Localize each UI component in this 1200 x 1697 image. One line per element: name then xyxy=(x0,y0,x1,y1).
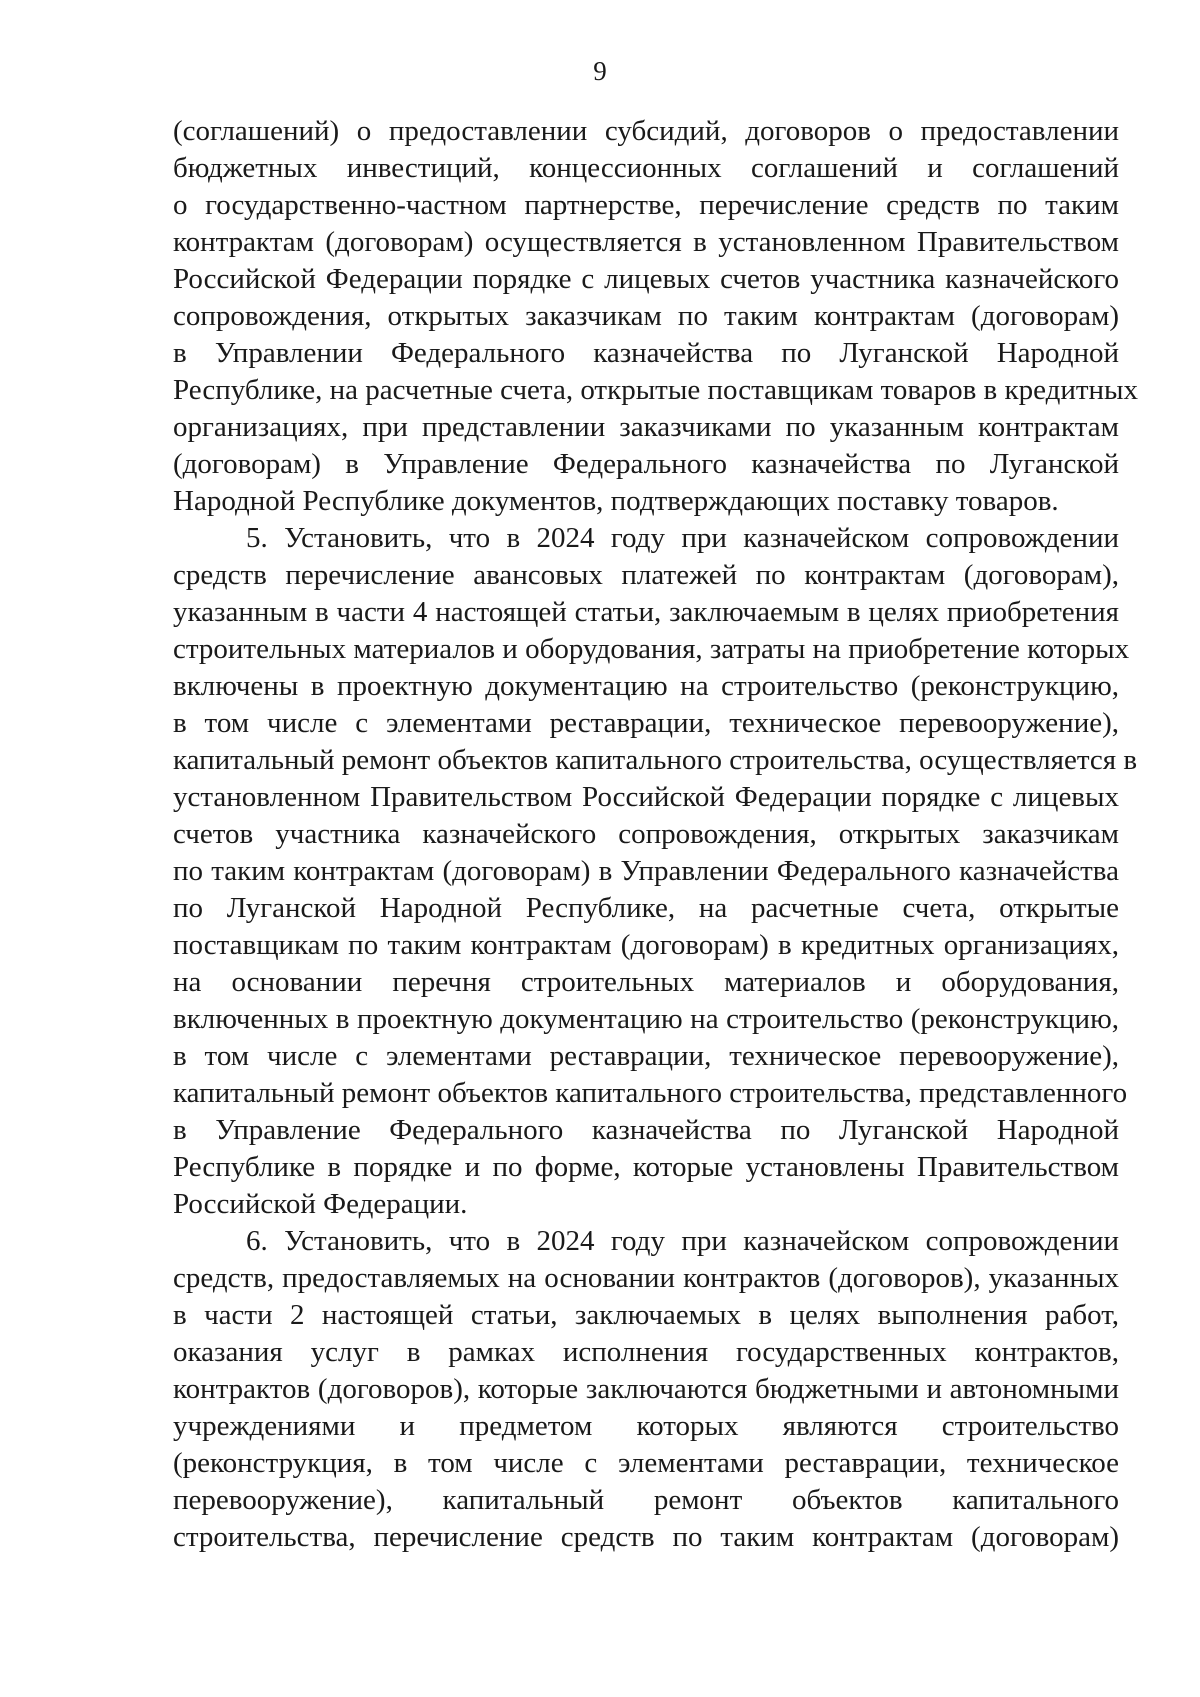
text-line: строительства, перечисление средств по таким контрактам (договорам) xyxy=(173,1521,1119,1553)
text-line: включены в проектную документацию на строительство (реконструкцию, xyxy=(173,670,1119,702)
text-line: (договорам) в Управление Федерального казначейства по Луганской xyxy=(173,448,1119,480)
document-body xyxy=(173,113,1139,1556)
text-line: контрактов (договоров), которые заключаются бюджетными и автономными xyxy=(173,1373,1119,1405)
text-line: счетов участника казначейского сопровождения, открытых заказчикам xyxy=(173,818,1119,850)
text-line: строительных материалов и оборудования, затраты на приобретение которых xyxy=(173,633,1130,665)
text-line: установленном Правительством Российской Федерации порядке с лицевых xyxy=(173,781,1119,813)
text-line: капитальный ремонт объектов капитального строительства, представленного xyxy=(173,1077,1128,1109)
text-line: (реконструкция, в том числе с элементами реставрации, техническое xyxy=(173,1447,1119,1479)
text-line: в Управление Федерального казначейства по Луганской Народной xyxy=(173,1114,1119,1146)
text-line: (соглашений) о предоставлении субсидий, договоров о предоставлении xyxy=(173,115,1119,147)
text-line: в Управлении Федерального казначейства по Луганской Народной xyxy=(173,337,1119,369)
text-line: средств перечисление авансовых платежей по контрактам (договорам), xyxy=(173,559,1119,591)
text-line: оказания услуг в рамках исполнения государственных контрактов, xyxy=(173,1336,1119,1368)
text-line: в том числе с элементами реставрации, техническое перевооружение), xyxy=(173,707,1119,739)
text-line: на основании перечня строительных материалов и оборудования, xyxy=(173,966,1119,998)
text-line: Республике, на расчетные счета, открытые поставщикам товаров в кредитных xyxy=(173,374,1139,406)
text-line: по Луганской Народной Республике, на расчетные счета, открытые xyxy=(173,892,1119,924)
text-line: в части 2 настоящей статьи, заключаемых в целях выполнения работ, xyxy=(173,1299,1119,1331)
text-line: средств, предоставляемых на основании контрактов (договоров), указанных xyxy=(173,1262,1119,1294)
text-line: Республике в порядке и по форме, которые установлены Правительством xyxy=(173,1151,1119,1183)
text-line: в том числе с элементами реставрации, техническое перевооружение), xyxy=(173,1040,1119,1072)
text-line: учреждениями и предметом которых являются строительство xyxy=(173,1410,1119,1442)
page-number: 9 xyxy=(593,56,607,86)
text-line: Народной Республике документов, подтверждающих поставку товаров. xyxy=(173,485,1059,517)
text-line: по таким контрактам (договорам) в Управлении Федерального казначейства xyxy=(173,855,1119,887)
paragraph-5-first-line: 5. Установить, что в 2024 году при казначейском сопровождении xyxy=(246,522,1119,554)
text-line: Российской Федерации порядке с лицевых счетов участника казначейского xyxy=(173,263,1119,295)
text-line: сопровождения, открытых заказчикам по таким контрактам (договорам) xyxy=(173,300,1119,332)
text-line: организациях, при представлении заказчиками по указанным контрактам xyxy=(173,411,1119,443)
text-line: поставщикам по таким контрактам (договорам) в кредитных организациях, xyxy=(173,929,1119,961)
text-line: о государственно-частном партнерстве, перечисление средств по таким xyxy=(173,189,1119,221)
text-line: перевооружение), капитальный ремонт объектов капитального xyxy=(173,1484,1119,1516)
paragraph-6-first-line: 6. Установить, что в 2024 году при казначейском сопровождении xyxy=(246,1225,1119,1257)
text-line: Российской Федерации. xyxy=(173,1188,468,1220)
text-line: бюджетных инвестиций, концессионных соглашений и соглашений xyxy=(173,152,1119,184)
text-line: указанным в части 4 настоящей статьи, заключаемым в целях приобретения xyxy=(173,596,1119,628)
text-line: контрактам (договорам) осуществляется в установленном Правительством xyxy=(173,226,1119,258)
text-line: капитальный ремонт объектов капитального строительства, осуществляется в xyxy=(173,744,1138,776)
text-line: включенных в проектную документацию на строительство (реконструкцию, xyxy=(173,1003,1119,1035)
